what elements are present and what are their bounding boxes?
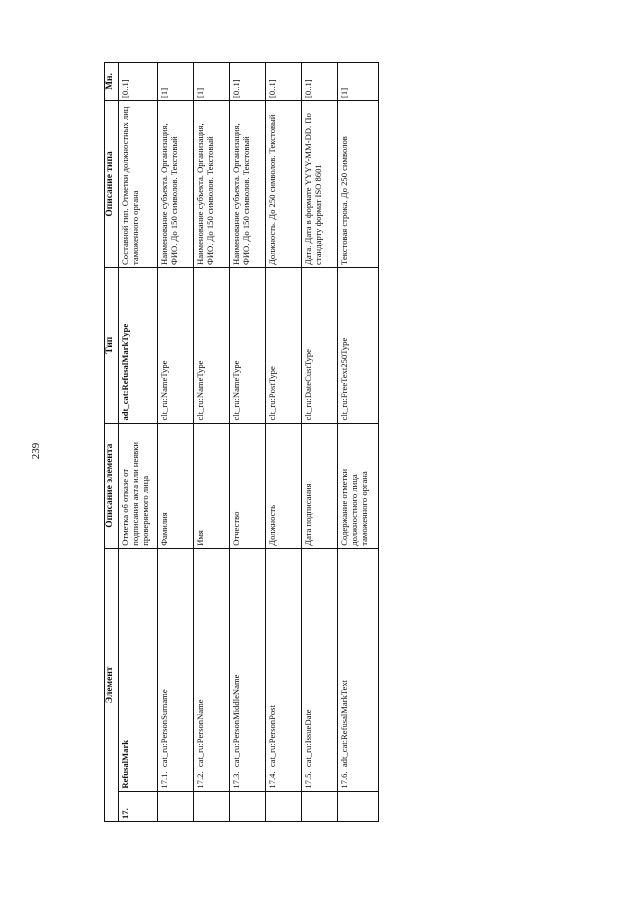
header-element: Элемент bbox=[105, 548, 119, 821]
type-description: Должность. До 250 символов. Текстовый bbox=[266, 100, 302, 267]
multiplicity: [1] bbox=[158, 63, 194, 101]
type-name: clt_ru:NameType bbox=[230, 267, 266, 423]
multiplicity: [0..1] bbox=[119, 63, 158, 101]
element-description: Отметка об отказе от подписания акта или неявки проверяемого лица bbox=[119, 423, 158, 548]
multiplicity: [1] bbox=[338, 63, 379, 101]
indent-cell bbox=[266, 791, 302, 821]
element-name: RefusalMark bbox=[119, 548, 158, 791]
element-table bbox=[104, 62, 379, 822]
element-description: Отчество bbox=[230, 423, 266, 548]
indent-cell bbox=[302, 791, 338, 821]
sub-row-number: 17.5. bbox=[303, 771, 313, 789]
page-number: 239 bbox=[30, 442, 42, 460]
element-description: Дата подписания bbox=[302, 423, 338, 548]
table-row bbox=[338, 63, 379, 822]
type-name: clt_ru:NameType bbox=[194, 267, 230, 423]
table-row bbox=[194, 63, 230, 822]
element-name bbox=[158, 548, 194, 791]
indent-cell bbox=[194, 791, 230, 821]
element-name bbox=[230, 548, 266, 791]
sub-row-number: 17.2. bbox=[195, 771, 205, 789]
indent-cell bbox=[230, 791, 266, 821]
header-element-description: Описание элемента bbox=[105, 423, 119, 548]
multiplicity: [0..1] bbox=[230, 63, 266, 101]
table-row bbox=[119, 63, 158, 822]
type-name: clt_ru:PostType bbox=[266, 267, 302, 423]
type-description: Наименование субъекта. Организация, ФИО. До 150 символов. Текстовый bbox=[230, 100, 266, 267]
sub-row-number: 17.4. bbox=[267, 771, 277, 789]
multiplicity: [1] bbox=[194, 63, 230, 101]
table-row bbox=[230, 63, 266, 822]
type-name: clt_ru:DateCustType bbox=[302, 267, 338, 423]
sub-row-number: 17.3. bbox=[231, 771, 241, 789]
row-number: 17. bbox=[119, 791, 158, 821]
sub-element-name: cat_ru:PersonMiddleName bbox=[231, 674, 241, 768]
sub-element-name: cat_ru:IssueDate bbox=[303, 709, 313, 768]
sub-row-number: 17.1. bbox=[159, 771, 169, 789]
header-type: Тип bbox=[105, 267, 119, 423]
sub-element-name: cat_ru:PersonPost bbox=[267, 705, 277, 768]
sub-element-name: cat_ru:PersonSurname bbox=[159, 689, 169, 768]
rotated-table-container bbox=[104, 62, 379, 822]
type-description: Текстовая строка. До 250 символов bbox=[338, 100, 379, 267]
element-description: Должность bbox=[266, 423, 302, 548]
type-name: clt_ru:FreeText250Type bbox=[338, 267, 379, 423]
table-row bbox=[158, 63, 194, 822]
element-name bbox=[302, 548, 338, 791]
type-description: Составной тип. Отметки должностных лиц таможенного органа bbox=[119, 100, 158, 267]
element-description: Содержание отметки должностного лица таможенного органа bbox=[338, 423, 379, 548]
type-description: Наименование субъекта. Организация, ФИО. До 150 символов. Текстовый bbox=[158, 100, 194, 267]
type-name: adt_cat:RefusalMarkType bbox=[119, 267, 158, 423]
element-description: Фамилия bbox=[158, 423, 194, 548]
type-description: Наименование субъекта. Организация, ФИО. До 150 символов. Текстовый bbox=[194, 100, 230, 267]
multiplicity: [0..1] bbox=[266, 63, 302, 101]
sub-element-name: cat_ru:PersonName bbox=[195, 699, 205, 768]
table-header-row bbox=[105, 63, 119, 822]
table-row bbox=[266, 63, 302, 822]
table-row bbox=[302, 63, 338, 822]
sub-row-number: 17.6. bbox=[339, 771, 349, 789]
type-description: Дата. Дата в формате YYYY-MM-DD. По стандарту формат ISO 8601 bbox=[302, 100, 338, 267]
indent-cell bbox=[158, 791, 194, 821]
header-multiplicity: Мн. bbox=[105, 63, 119, 101]
multiplicity: [0..1] bbox=[302, 63, 338, 101]
header-type-description: Описание типа bbox=[105, 100, 119, 267]
element-name bbox=[266, 548, 302, 791]
element-description: Имя bbox=[194, 423, 230, 548]
type-name: clt_ru:NameType bbox=[158, 267, 194, 423]
indent-cell bbox=[338, 791, 379, 821]
element-name bbox=[338, 548, 379, 791]
element-name bbox=[194, 548, 230, 791]
sub-element-name: adt_cat:RefusalMarkText bbox=[339, 679, 349, 768]
